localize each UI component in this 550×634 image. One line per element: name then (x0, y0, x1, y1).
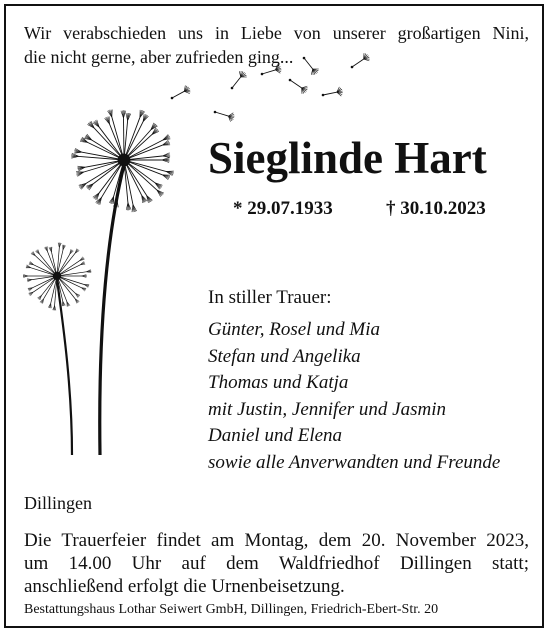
mourner-entry: Günter, Rosel und Mia (208, 319, 381, 340)
mourner-list (208, 317, 500, 477)
dandelion-head-small (23, 243, 91, 311)
mourner-entry: Daniel und Elena (208, 425, 343, 447)
birth-date: * 29.07.1933 (233, 198, 333, 219)
mourner-entry: mit Justin, Jennifer und Jasmin (208, 398, 446, 420)
dandelion-head-large (71, 110, 174, 213)
funeral-line-1: Die Trauerfeier findet am Montag, dem 20. November 2023, (24, 530, 529, 551)
intro-line-1: Wir verabschieden uns in Liebe von unserer großartigen Nini, (24, 23, 529, 43)
flying-seeds (171, 53, 370, 122)
mourner-entry: Stefan und Angelika (208, 345, 361, 367)
intro-line-2: die nicht gerne, aber zufrieden ging... (24, 47, 294, 67)
funeral-line-3: anschließend erfolgt die Urnenbeisetzung. (24, 576, 345, 597)
place-name: Dillingen (24, 493, 92, 513)
mourning-heading: In stiller Trauer: (208, 287, 332, 308)
dandelion-stem-small (57, 280, 72, 455)
dandelion-stem-large (100, 165, 124, 455)
funeral-home-footer: Bestattungshaus Lothar Seiwert GmbH, Dillingen, Friedrich-Ebert-Str. 20 (24, 602, 439, 617)
deceased-name: Sieglinde Hart (208, 133, 487, 183)
funeral-text (24, 529, 529, 598)
death-date: † 30.10.2023 (386, 198, 486, 219)
funeral-line-2: um 14.00 Uhr auf dem Waldfriedhof Dillingen statt; (24, 553, 529, 574)
mourner-entry: Thomas und Katja (208, 372, 349, 394)
mourner-entry: sowie alle Anverwandten und Freunde (208, 451, 501, 473)
